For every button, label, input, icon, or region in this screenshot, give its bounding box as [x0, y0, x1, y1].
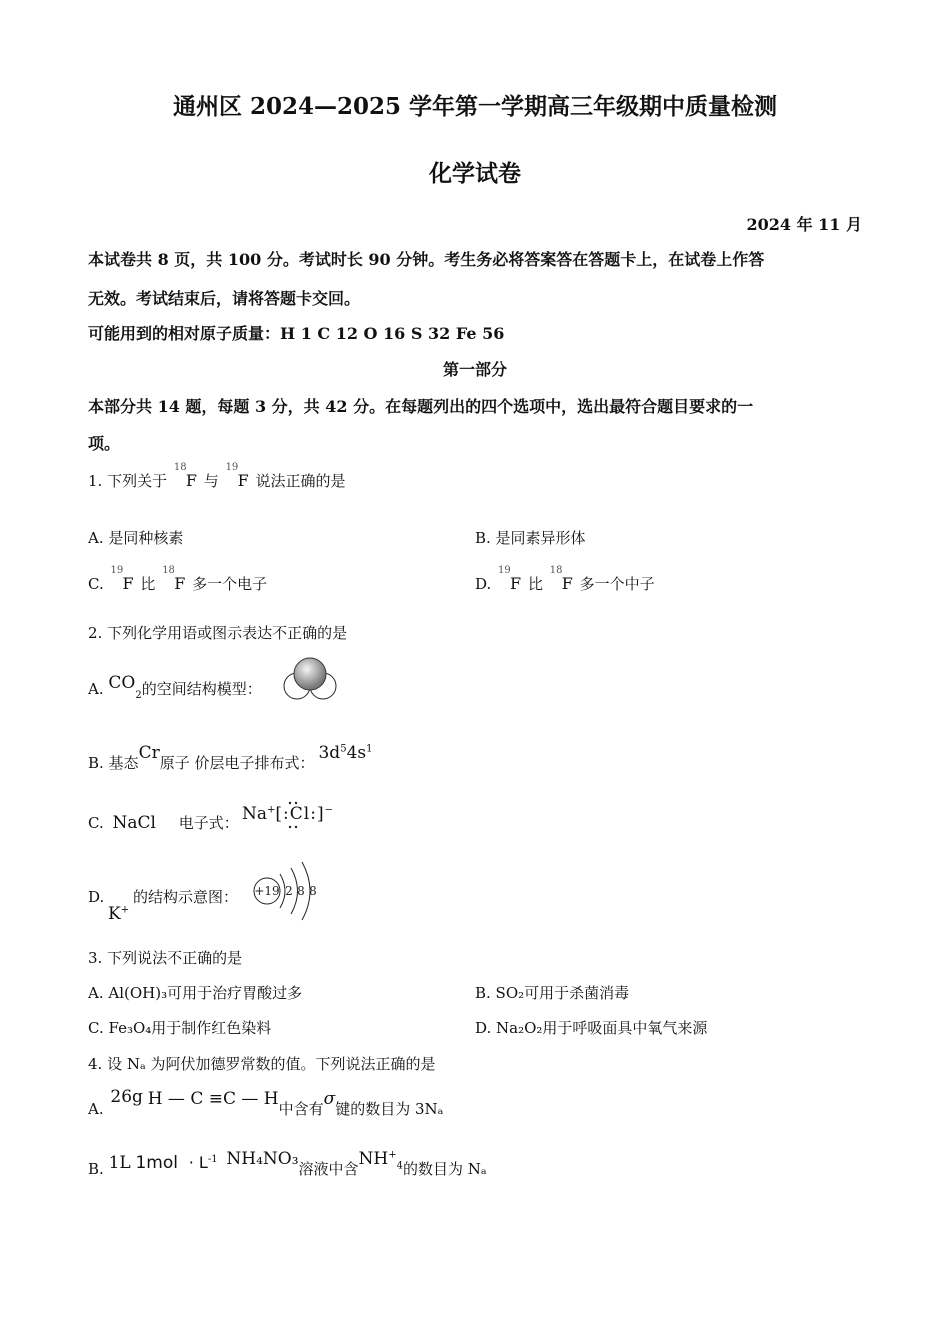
question-1-option-c[interactable]: C. 19 F 比 18 F 多一个电子 [88, 565, 268, 593]
question-2-option-d[interactable]: D. 的结构示意图： [88, 888, 239, 906]
k-ion-structure-diagram [250, 860, 322, 922]
question-4-option-a[interactable]: A. 26g H — C ≡C — H中含有σ键的数目为 3Nₐ [88, 1087, 444, 1118]
question-3-option-d[interactable]: D. Na₂O₂用于呼吸面具中氧气来源 [475, 1019, 708, 1037]
part-title: 第一部分 [442, 360, 507, 379]
svg-text:+19: +19 [254, 884, 280, 898]
isotope-f18: 18 F [173, 462, 197, 490]
svg-text:2: 2 [285, 884, 293, 898]
potassium-ion: K+ [108, 904, 130, 924]
question-1-option-d[interactable]: D. 19 F 比 18 F 多一个中子 [475, 565, 655, 593]
isotope-f19: 19 F [225, 462, 249, 490]
chlorine-lone-pair-dots [277, 800, 313, 830]
co2-space-filling-model [282, 656, 338, 702]
ammonium-ion: $NH^+_4$ [358, 1149, 404, 1172]
svg-text:8: 8 [309, 884, 317, 898]
svg-text:8: 8 [297, 884, 305, 898]
exam-date: 2024 年 11 月 [746, 215, 862, 234]
exam-title: 通州区 2024—2025 学年第一学期高三年级期中质量检测 [172, 93, 778, 120]
question-1-option-a[interactable]: A. 是同种核素 [88, 529, 184, 547]
question-1-option-b[interactable]: B. 是同素异形体 [475, 529, 586, 547]
question-2-option-a[interactable]: A. $CO_2$的空间结构模型： [88, 673, 262, 701]
question-3-option-c[interactable]: C. Fe₃O₄用于制作红色染料 [88, 1019, 272, 1037]
question-3-stem: 3. 下列说法不正确的是 [88, 949, 243, 967]
question-2-option-b[interactable]: B. 基态Cr原子 价层电子排布式： $3d^54s^1$ [88, 743, 373, 772]
question-1-stem: 1. 下列关于 18 F 与 19 F 说法正确的是 [88, 462, 346, 490]
exam-subtitle: 化学试卷 [429, 160, 521, 187]
question-3-option-b[interactable]: B. SO₂可用于杀菌消毒 [475, 984, 630, 1002]
question-2-stem: 2. 下列化学用语或图示表达不正确的是 [88, 624, 348, 642]
atomic-masses: 可能用到的相对原子质量：H 1 C 12 O 16 S 32 Fe 56 [88, 324, 505, 343]
cr-electron-config: $3d^54s^1$ [318, 743, 373, 763]
question-4-stem: 4. 设 Nₐ 为阿伏加德罗常数的值。下列说法正确的是 [88, 1055, 436, 1073]
question-3-option-a[interactable]: A. Al(OH)₃可用于治疗胃酸过多 [88, 984, 303, 1002]
intro-line-1: 本试卷共 8 页，共 100 分。考试时长 90 分钟。考生务必将答案答在答题卡上，在试卷上作答 [88, 250, 765, 269]
part-desc-1: 本部分共 14 题，每题 3 分，共 42 分。在每题列出的四个选项中，选出最符合题目要求的一 [88, 397, 754, 416]
question-2-option-c[interactable]: C. NaCl 电子式： [88, 813, 239, 833]
part-desc-2: 项。 [88, 434, 121, 453]
question-4-option-b[interactable]: B. 1L $1mol \cdot L^{-1}$ NH₄NO₃溶液中含$NH^+_4$的数目为 Nₐ [88, 1149, 487, 1178]
nacl-electron-formula: Na+[:Cl:]− [242, 804, 333, 824]
acetylene-formula: H — C ≡C — H [147, 1089, 279, 1109]
intro-line-2: 无效。考试结束后，请将答题卡交回。 [88, 289, 361, 308]
